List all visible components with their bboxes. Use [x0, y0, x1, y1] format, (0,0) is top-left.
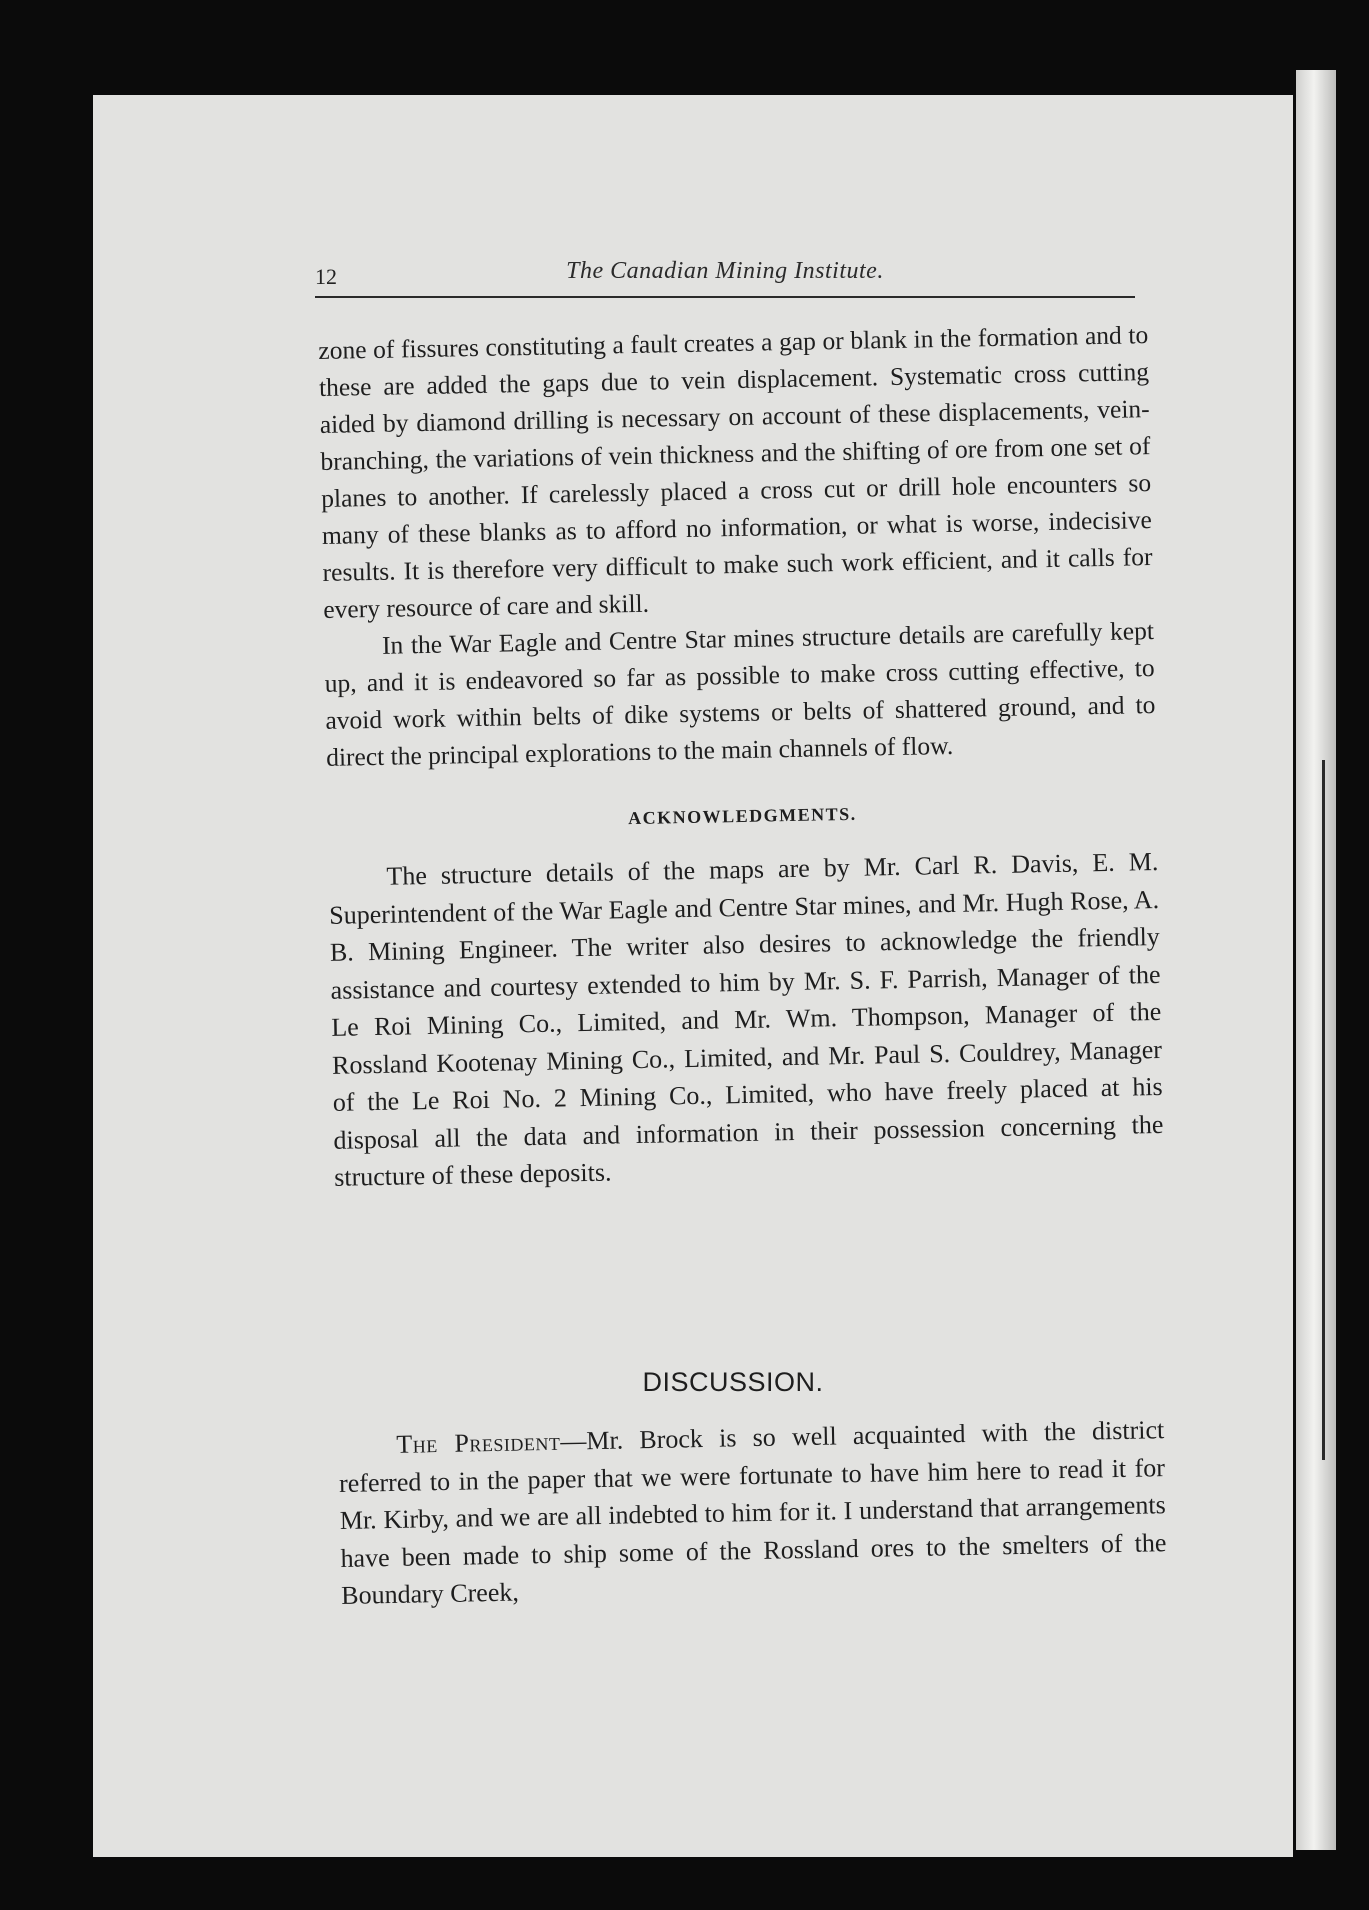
- paragraph-war-eagle: In the War Eagle and Centre Star mines structure details are carefully kept up, and it is endeavored so far as possible to make cross cutting effective, to avoid work within belts of dike systems or belts of shattered ground, and to direct the principal explorations to the main channels of flow.: [324, 616, 1156, 772]
- book-binding-edge: [1296, 70, 1336, 1850]
- main-text: [318, 316, 1164, 1196]
- discussion-text: [338, 1411, 1167, 1614]
- running-head: The Canadian Mining Institute.: [566, 258, 884, 284]
- acknowledgments-text: The structure details of the maps are by Mr. Carl R. Davis, E. M. Superintendent of the War Eagle and Centre Star mines, and Mr. Hugh Rose, A. B. Mining Engineer. The writer also desires to acknowledge the friendly assistance and courtesy extended to him by Mr. S. F. Parrish, Manager of the Le Roi Mining Co., Limited, and Mr. Wm. Thompson, Manager of the Rossland Kootenay Mining Co., Limited, and Mr. Paul S. Couldrey, Manager of the Le Roi No. 2 Mining Co., Limited, who have freely placed at his disposal all the data and information in their possession concerning the structure of these deposits.: [328, 846, 1164, 1192]
- discussion-paragraph: [338, 1411, 1167, 1614]
- speaker-name: The President: [396, 1426, 561, 1459]
- page-header: [315, 258, 1135, 298]
- discussion-body: —Mr. Brock is so well acquainted with the district referred to in the paper that we were fortunate to have him here to read it for Mr. Kirby, and we are all indebted to him for it. I understand that arrangements have been made to ship some of the Rossland ores to the smelters of the Boundary Creek,: [338, 1415, 1167, 1610]
- discussion-heading: DISCUSSION.: [642, 1367, 824, 1397]
- acknowledgments-heading: ACKNOWLEDGMENTS.: [627, 803, 857, 829]
- paragraph-fissures: zone of fissures constituting a fault creates a gap or blank in the formation and to these are added the gaps due to vein displacement. Systematic cross cutting aided by diamond drilling is necessary on account of these displacements, vein-branching, the variations of vein thickness and the shifting of ore from one set of planes to another. If carelessly placed a cross cut or drill hole encounters so many of these blanks as to afford no information, or what is worse, indecisive results. It is therefore very difficult to make such work efficient, and it calls for every resource of care and skill.: [318, 320, 1153, 624]
- binding-shadow-line: [1322, 760, 1325, 1460]
- page-number: 12: [315, 264, 337, 289]
